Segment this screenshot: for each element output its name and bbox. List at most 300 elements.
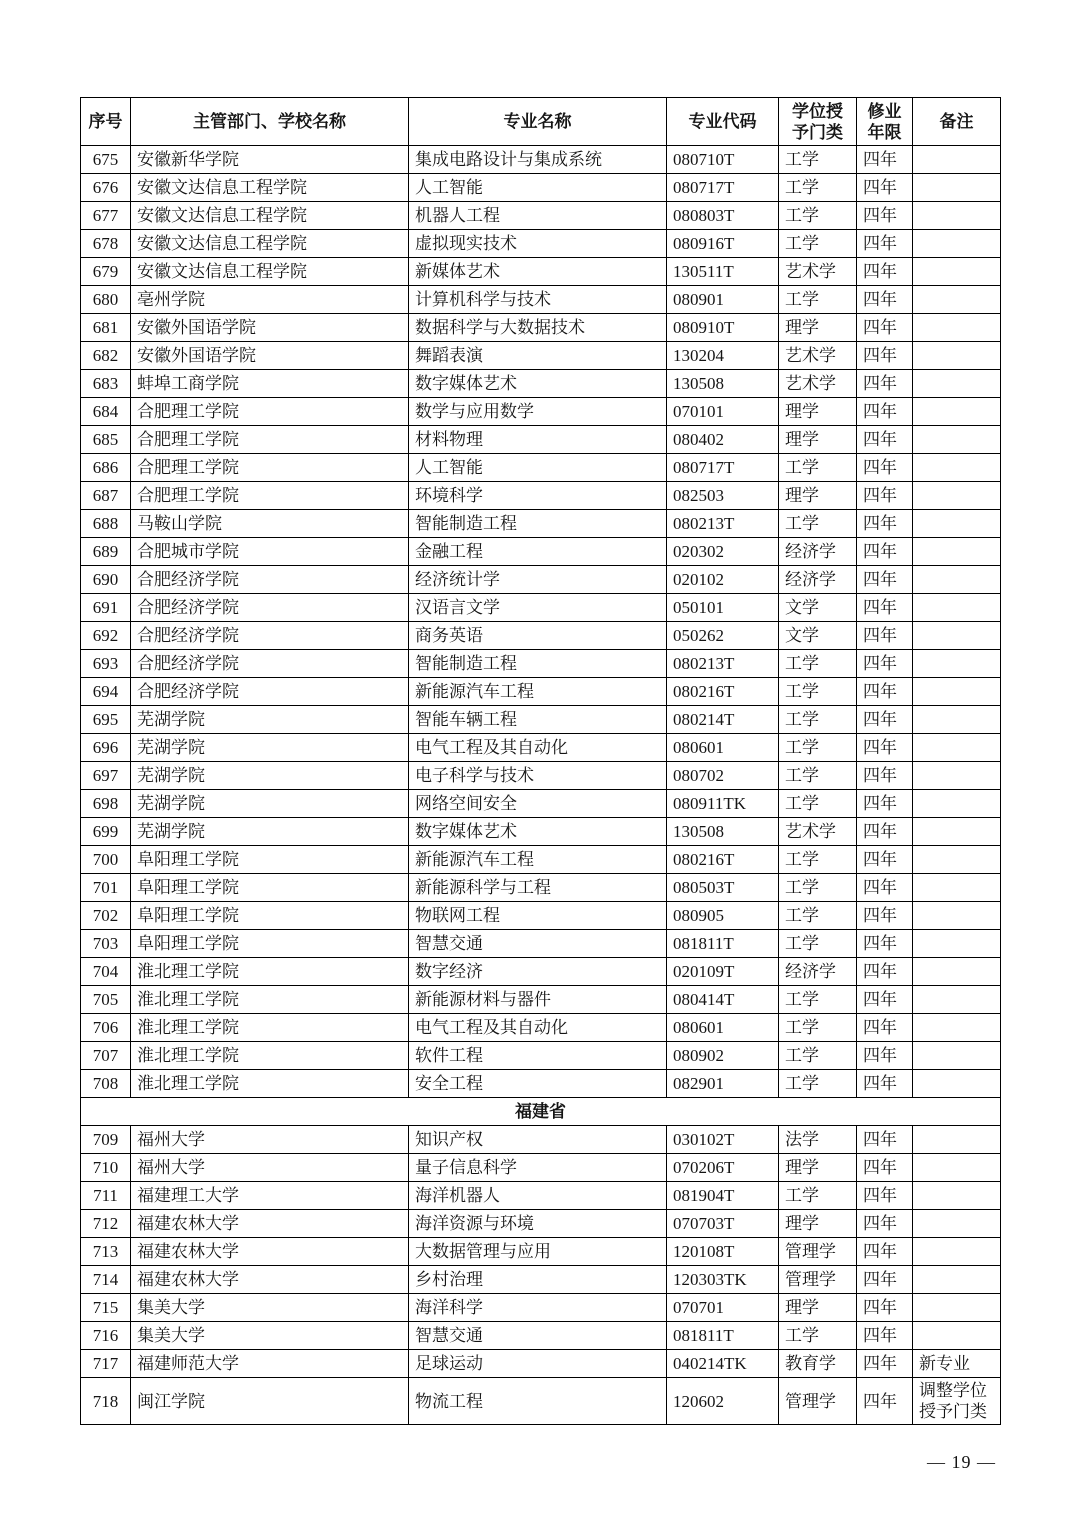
cell-note [913,1266,1001,1294]
cell-years: 四年 [857,398,913,426]
cell-note: 新专业 [913,1350,1001,1378]
cell-serial: 681 [81,314,131,342]
cell-major: 电气工程及其自动化 [409,734,667,762]
cell-major: 安全工程 [409,1070,667,1098]
cell-degree: 工学 [779,202,857,230]
cell-years: 四年 [857,902,913,930]
table-row [81,874,1001,902]
cell-code: 080910T [667,314,779,342]
cell-school: 淮北理工学院 [131,986,409,1014]
cell-note [913,370,1001,398]
table-row [81,342,1001,370]
cell-serial: 711 [81,1182,131,1210]
table-row [81,398,1001,426]
table-row [81,566,1001,594]
cell-degree: 理学 [779,1294,857,1322]
table-row [81,846,1001,874]
cell-code: 081811T [667,1322,779,1350]
table-row [81,1126,1001,1154]
cell-school: 安徽外国语学院 [131,314,409,342]
header-code: 专业代码 [667,98,779,146]
table-row [81,818,1001,846]
cell-years: 四年 [857,258,913,286]
cell-serial: 702 [81,902,131,930]
province-section-label: 福建省 [81,1098,1001,1126]
header-study-years [857,98,913,146]
cell-serial: 685 [81,426,131,454]
cell-note [913,426,1001,454]
cell-note [913,1294,1001,1322]
header-degree-line2: 予门类 [792,122,843,142]
cell-school: 安徽文达信息工程学院 [131,174,409,202]
cell-major: 材料物理 [409,426,667,454]
cell-code: 080717T [667,454,779,482]
cell-serial: 683 [81,370,131,398]
table-row [81,1350,1001,1378]
cell-code: 080916T [667,230,779,258]
cell-school: 合肥经济学院 [131,678,409,706]
cell-degree: 工学 [779,174,857,202]
cell-major: 物联网工程 [409,902,667,930]
table-row [81,174,1001,202]
cell-major: 智能制造工程 [409,510,667,538]
cell-serial: 684 [81,398,131,426]
cell-code: 130508 [667,370,779,398]
cell-years: 四年 [857,1210,913,1238]
cell-note [913,818,1001,846]
cell-major: 网络空间安全 [409,790,667,818]
cell-degree: 工学 [779,1042,857,1070]
cell-serial: 703 [81,930,131,958]
header-years-line2: 年限 [867,122,902,142]
table-body [81,146,1001,1425]
cell-major: 电子科学与技术 [409,762,667,790]
majors-approval-table [80,97,1001,1425]
cell-school: 芜湖学院 [131,706,409,734]
header-serial: 序号 [81,98,131,146]
cell-degree: 艺术学 [779,370,857,398]
cell-years: 四年 [857,734,913,762]
cell-degree: 教育学 [779,1350,857,1378]
cell-degree: 艺术学 [779,258,857,286]
cell-years: 四年 [857,314,913,342]
cell-major: 机器人工程 [409,202,667,230]
cell-years: 四年 [857,706,913,734]
table-row [81,734,1001,762]
cell-code: 080717T [667,174,779,202]
cell-note [913,1210,1001,1238]
cell-serial: 691 [81,594,131,622]
cell-degree: 工学 [779,510,857,538]
cell-degree: 工学 [779,230,857,258]
cell-code: 080213T [667,650,779,678]
table-row [81,1266,1001,1294]
header-major: 专业名称 [409,98,667,146]
cell-serial: 708 [81,1070,131,1098]
cell-code: 070701 [667,1294,779,1322]
cell-degree: 工学 [779,706,857,734]
cell-code: 080503T [667,874,779,902]
table-row [81,426,1001,454]
cell-school: 安徽文达信息工程学院 [131,202,409,230]
cell-code: 020109T [667,958,779,986]
cell-code: 080216T [667,678,779,706]
cell-major: 舞蹈表演 [409,342,667,370]
cell-serial: 676 [81,174,131,202]
cell-school: 马鞍山学院 [131,510,409,538]
cell-code: 130508 [667,818,779,846]
table-row [81,902,1001,930]
cell-years: 四年 [857,1042,913,1070]
cell-note [913,510,1001,538]
cell-serial: 699 [81,818,131,846]
cell-major: 智慧交通 [409,1322,667,1350]
cell-years: 四年 [857,202,913,230]
cell-code: 082503 [667,482,779,510]
cell-school: 芜湖学院 [131,762,409,790]
table-row [81,762,1001,790]
cell-school: 合肥理工学院 [131,454,409,482]
cell-school: 合肥经济学院 [131,594,409,622]
cell-major: 数学与应用数学 [409,398,667,426]
header-degree-category [779,98,857,146]
cell-code: 080702 [667,762,779,790]
cell-note [913,1126,1001,1154]
cell-major: 新能源科学与工程 [409,874,667,902]
cell-serial: 709 [81,1126,131,1154]
cell-note [913,986,1001,1014]
cell-major: 电气工程及其自动化 [409,1014,667,1042]
cell-major: 新能源汽车工程 [409,678,667,706]
cell-code: 080901 [667,286,779,314]
cell-note [913,202,1001,230]
cell-school: 淮北理工学院 [131,1070,409,1098]
cell-school: 合肥经济学院 [131,566,409,594]
cell-code: 080803T [667,202,779,230]
cell-years: 四年 [857,566,913,594]
cell-years: 四年 [857,762,913,790]
cell-years: 四年 [857,1070,913,1098]
cell-degree: 工学 [779,1014,857,1042]
cell-degree: 工学 [779,1182,857,1210]
cell-serial: 716 [81,1322,131,1350]
cell-years: 四年 [857,678,913,706]
table-row [81,202,1001,230]
cell-years: 四年 [857,930,913,958]
cell-code: 070101 [667,398,779,426]
cell-serial: 714 [81,1266,131,1294]
table-row [81,1294,1001,1322]
table-row [81,1378,1001,1425]
cell-major: 智慧交通 [409,930,667,958]
cell-degree: 工学 [779,846,857,874]
cell-serial: 694 [81,678,131,706]
cell-degree: 工学 [779,734,857,762]
cell-serial: 689 [81,538,131,566]
cell-major: 新能源材料与器件 [409,986,667,1014]
cell-years: 四年 [857,1238,913,1266]
cell-years: 四年 [857,426,913,454]
cell-major: 海洋资源与环境 [409,1210,667,1238]
cell-school: 合肥理工学院 [131,482,409,510]
cell-degree: 工学 [779,678,857,706]
cell-years: 四年 [857,286,913,314]
cell-serial: 705 [81,986,131,1014]
cell-note [913,846,1001,874]
cell-note [913,454,1001,482]
cell-code: 080911TK [667,790,779,818]
cell-code: 080902 [667,1042,779,1070]
cell-major: 汉语言文学 [409,594,667,622]
table-row [81,510,1001,538]
cell-degree: 文学 [779,622,857,650]
cell-degree: 管理学 [779,1238,857,1266]
cell-school: 安徽外国语学院 [131,342,409,370]
cell-years: 四年 [857,1266,913,1294]
cell-serial: 686 [81,454,131,482]
cell-code: 080414T [667,986,779,1014]
cell-serial: 682 [81,342,131,370]
cell-degree: 艺术学 [779,818,857,846]
cell-note: 调整学位授予门类 [913,1378,1001,1425]
cell-note [913,1322,1001,1350]
cell-major: 数字媒体艺术 [409,370,667,398]
cell-school: 阜阳理工学院 [131,930,409,958]
cell-major: 人工智能 [409,454,667,482]
cell-major: 智能制造工程 [409,650,667,678]
cell-major: 新媒体艺术 [409,258,667,286]
cell-school: 集美大学 [131,1294,409,1322]
cell-years: 四年 [857,986,913,1014]
cell-degree: 管理学 [779,1378,857,1425]
cell-serial: 680 [81,286,131,314]
cell-major: 计算机科学与技术 [409,286,667,314]
cell-major: 经济统计学 [409,566,667,594]
cell-degree: 工学 [779,930,857,958]
header-degree-line1: 学位授 [792,101,843,121]
cell-code: 080601 [667,734,779,762]
cell-major: 集成电路设计与集成系统 [409,146,667,174]
cell-note [913,930,1001,958]
cell-years: 四年 [857,874,913,902]
cell-school: 芜湖学院 [131,790,409,818]
cell-code: 082901 [667,1070,779,1098]
cell-school: 芜湖学院 [131,818,409,846]
cell-degree: 工学 [779,650,857,678]
table-row [81,1322,1001,1350]
cell-major: 物流工程 [409,1378,667,1425]
cell-years: 四年 [857,342,913,370]
cell-code: 080216T [667,846,779,874]
table-header-row [81,98,1001,146]
table-row [81,370,1001,398]
table-row [81,1042,1001,1070]
cell-degree: 文学 [779,594,857,622]
cell-code: 120108T [667,1238,779,1266]
cell-note [913,566,1001,594]
table-row [81,1182,1001,1210]
cell-note [913,230,1001,258]
cell-major: 数字媒体艺术 [409,818,667,846]
cell-serial: 677 [81,202,131,230]
cell-school: 阜阳理工学院 [131,846,409,874]
cell-years: 四年 [857,1182,913,1210]
cell-degree: 艺术学 [779,342,857,370]
cell-serial: 693 [81,650,131,678]
cell-major: 虚拟现实技术 [409,230,667,258]
cell-serial: 712 [81,1210,131,1238]
cell-major: 知识产权 [409,1126,667,1154]
cell-degree: 工学 [779,790,857,818]
header-note: 备注 [913,98,1001,146]
cell-code: 120303TK [667,1266,779,1294]
cell-serial: 713 [81,1238,131,1266]
cell-years: 四年 [857,510,913,538]
table-row [81,286,1001,314]
cell-note [913,706,1001,734]
cell-degree: 管理学 [779,1266,857,1294]
cell-degree: 理学 [779,482,857,510]
cell-years: 四年 [857,230,913,258]
cell-major: 海洋机器人 [409,1182,667,1210]
cell-note [913,678,1001,706]
table-row [81,1210,1001,1238]
cell-school: 合肥城市学院 [131,538,409,566]
cell-note [913,622,1001,650]
cell-years: 四年 [857,454,913,482]
cell-note [913,1042,1001,1070]
table-row [81,146,1001,174]
cell-school: 福建农林大学 [131,1266,409,1294]
cell-note [913,1182,1001,1210]
cell-degree: 理学 [779,426,857,454]
cell-school: 蚌埠工商学院 [131,370,409,398]
cell-code: 080905 [667,902,779,930]
cell-years: 四年 [857,790,913,818]
cell-years: 四年 [857,1294,913,1322]
cell-major: 智能车辆工程 [409,706,667,734]
cell-degree: 工学 [779,762,857,790]
cell-school: 合肥经济学院 [131,650,409,678]
cell-note [913,1070,1001,1098]
cell-note [913,902,1001,930]
cell-major: 数字经济 [409,958,667,986]
cell-serial: 695 [81,706,131,734]
cell-code: 020102 [667,566,779,594]
table-row [81,678,1001,706]
cell-note [913,314,1001,342]
cell-note [913,342,1001,370]
cell-degree: 工学 [779,1070,857,1098]
cell-major: 足球运动 [409,1350,667,1378]
cell-serial: 717 [81,1350,131,1378]
cell-school: 福建理工大学 [131,1182,409,1210]
cell-code: 030102T [667,1126,779,1154]
cell-major: 软件工程 [409,1042,667,1070]
cell-serial: 696 [81,734,131,762]
cell-school: 合肥经济学院 [131,622,409,650]
table-row [81,454,1001,482]
cell-note [913,790,1001,818]
cell-code: 070206T [667,1154,779,1182]
table-row [81,1070,1001,1098]
cell-code: 050101 [667,594,779,622]
table-row [81,790,1001,818]
cell-school: 安徽文达信息工程学院 [131,230,409,258]
cell-school: 阜阳理工学院 [131,874,409,902]
cell-code: 120602 [667,1378,779,1425]
cell-serial: 698 [81,790,131,818]
cell-code: 081811T [667,930,779,958]
cell-school: 福建师范大学 [131,1350,409,1378]
cell-degree: 工学 [779,146,857,174]
cell-years: 四年 [857,1378,913,1425]
cell-code: 080402 [667,426,779,454]
cell-note [913,762,1001,790]
cell-note [913,398,1001,426]
cell-major: 乡村治理 [409,1266,667,1294]
cell-school: 淮北理工学院 [131,958,409,986]
cell-degree: 工学 [779,454,857,482]
cell-code: 130204 [667,342,779,370]
cell-major: 环境科学 [409,482,667,510]
cell-note [913,1014,1001,1042]
cell-serial: 675 [81,146,131,174]
cell-serial: 700 [81,846,131,874]
cell-school: 安徽文达信息工程学院 [131,258,409,286]
cell-code: 080601 [667,1014,779,1042]
cell-serial: 678 [81,230,131,258]
cell-major: 大数据管理与应用 [409,1238,667,1266]
cell-code: 080710T [667,146,779,174]
cell-code: 070703T [667,1210,779,1238]
cell-code: 130511T [667,258,779,286]
cell-years: 四年 [857,370,913,398]
table-row [81,230,1001,258]
cell-serial: 679 [81,258,131,286]
cell-school: 淮北理工学院 [131,1042,409,1070]
cell-degree: 经济学 [779,566,857,594]
cell-school: 安徽新华学院 [131,146,409,174]
cell-note [913,538,1001,566]
cell-school: 福建农林大学 [131,1238,409,1266]
table-row [81,706,1001,734]
cell-serial: 692 [81,622,131,650]
cell-serial: 697 [81,762,131,790]
cell-major: 海洋科学 [409,1294,667,1322]
cell-school: 亳州学院 [131,286,409,314]
cell-code: 050262 [667,622,779,650]
table-row [81,1014,1001,1042]
cell-degree: 工学 [779,902,857,930]
page-number: — 19 — [927,1452,996,1472]
cell-school: 阜阳理工学院 [131,902,409,930]
cell-school: 合肥理工学院 [131,398,409,426]
cell-major: 新能源汽车工程 [409,846,667,874]
cell-code: 080213T [667,510,779,538]
cell-degree: 理学 [779,314,857,342]
table-row [81,482,1001,510]
cell-years: 四年 [857,538,913,566]
province-section-row [81,1098,1001,1126]
cell-school: 合肥理工学院 [131,426,409,454]
table-row [81,958,1001,986]
cell-school: 芜湖学院 [131,734,409,762]
cell-years: 四年 [857,1014,913,1042]
cell-school: 闽江学院 [131,1378,409,1425]
cell-degree: 工学 [779,286,857,314]
cell-serial: 704 [81,958,131,986]
